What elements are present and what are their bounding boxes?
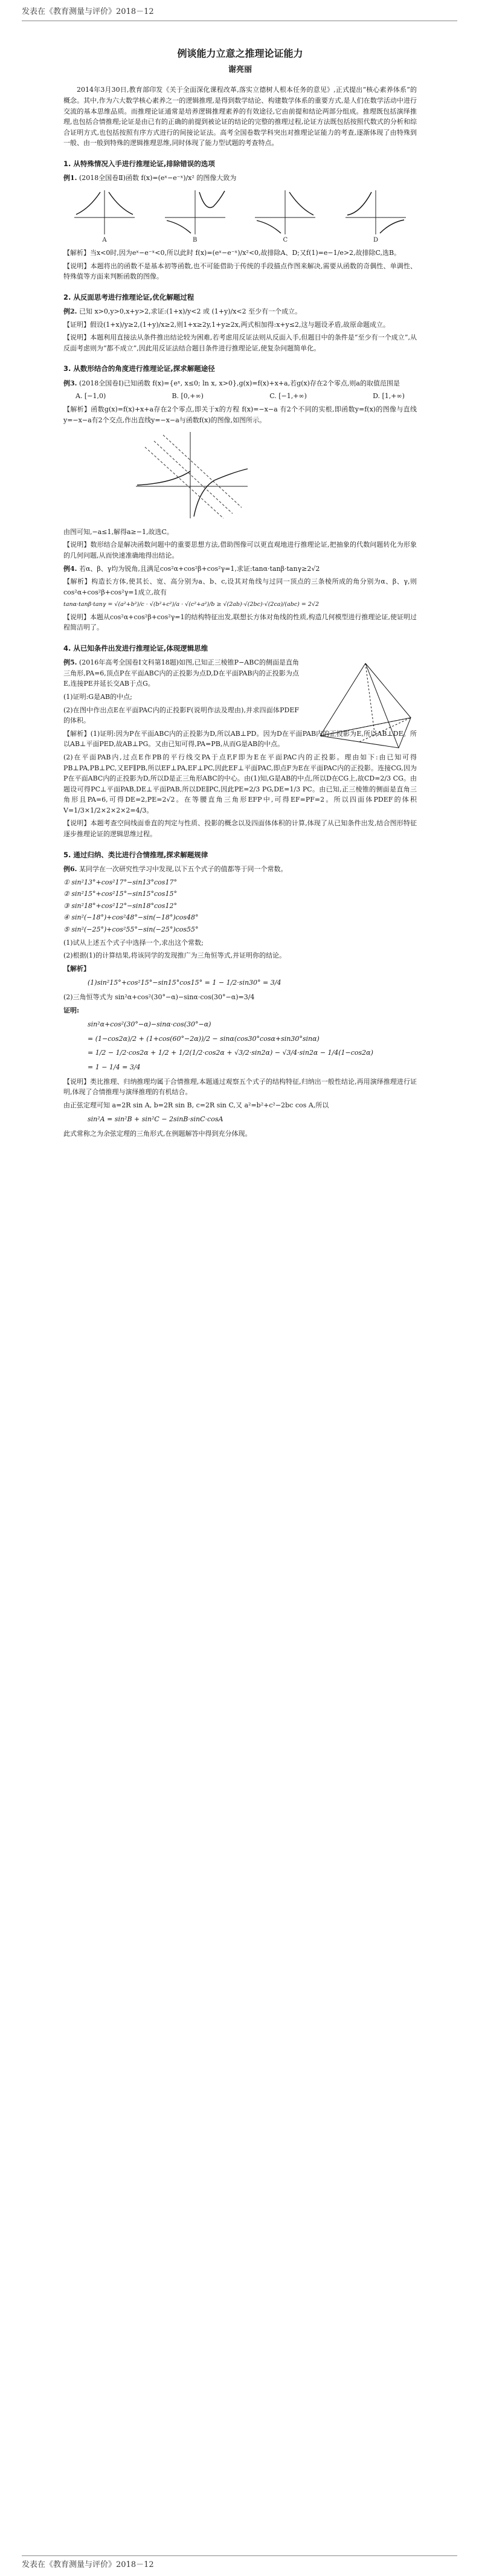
example-6-expression-5: ⑤ sin²(−25°)+cos²55°−sin(−25°)cos55° xyxy=(63,926,199,934)
example-3-solution-2: 由图可知,−a≤1,解得a≥−1,故选C。 xyxy=(63,527,173,536)
example-1-note: 【说明】本题将出的函数不是基本初等函数,也不可能借助于传统的手段描点作图来解决,需要从函数的奇偶性、单调性、特殊值等方面来判断函数的图像。 xyxy=(63,262,417,281)
example-5-solution-2: (2)在平面PAB内,过点E作PB的平行线交PA于点F,F即为E在平面PAC内的正投影。理由如下:由已知可得PB⊥PA,PB⊥PC,又EF∥PB,所以EF⊥PA,EF⊥PC,因此EF⊥平面PAC,即点F为E在平面PAC内的正投影。连接CG,因为P在平面ABC内的正投影为D,所以D是正三角形ABC的中心。由(1)知,G是AB的中点,所以D在CG上,故CD=2/3 CG。由题设可得PC⊥平面PAB,DE⊥平面PAB,所以DE∥PC,因此PE=2/3 PG,DE=1/3 PC。由已知,正三棱锥的侧面是直角三角形且PA=6,可得DE=2,PE=2√2。在等腰直角三角形EFP中,可得EF=PF=2。所以四面体PDEF的体积V=1/3×1/2×2×2×2=4/3。 xyxy=(63,753,417,814)
option-d-graph xyxy=(339,187,412,245)
example-3-label: 例3. xyxy=(63,379,77,387)
graph-b-svg xyxy=(162,187,228,236)
example-6-expression-1: ① sin²13°+cos²17°−sin13°cos17° xyxy=(63,878,177,886)
example-6-proof-eq-2: = (1−cos2α)/2 + (1+cos(60°−2α))/2 − sinα(cos30°cosα+sin30°sinα) xyxy=(88,1034,320,1043)
example-4-equation: tanα·tanβ·tanγ = √(a²+b²)/c · √(b²+c²)/a · √(c²+a²)/b ≥ √(2ab)·√(2bc)·√(2ca)/(abc) = 2√2 xyxy=(63,601,319,608)
example-3-graph-svg xyxy=(130,429,251,520)
example-3-note: 【说明】数形结合是解决函数问题中的重要思想方法,借助图像可以更直观地进行推理论证,把抽象的代数问题转化为形象的几何问题,从而快速准确地得出结论。 xyxy=(63,541,417,560)
example-6-text: 某同学在一次研究性学习中发现,以下五个式子的值都等于同一个常数。 xyxy=(79,865,288,874)
example-4 xyxy=(63,564,417,575)
example-6-proof-eq-3: = 1/2 − 1/2·cos2α + 1/2 + 1/2(1/2·cos2α + √3/2·sin2α) − √3/4·sin2α − 1/4(1−cos2α) xyxy=(88,1049,373,1057)
example-3-option-b: B. [0,+∞) xyxy=(172,392,204,401)
graph-c-svg xyxy=(252,187,318,236)
option-a-label: A xyxy=(102,236,107,243)
example-6-expression-4: ④ sin²(−18°)+cos²48°−sin(−18°)cos48° xyxy=(63,913,199,922)
section-3-title: 3. 从数形结合的角度进行推理论证,探求解题途径 xyxy=(63,364,215,373)
example-1-label: 例1. xyxy=(63,174,77,182)
example-2-solution: 【证明】假设(1+x)/y≥2,(1+y)/x≥2,则1+x≥2y,1+y≥2x,两式相加得:x+y≤2,这与题设矛盾,故原命题成立。 xyxy=(63,320,390,329)
section-2-title: 2. 从反面思考进行推理论证,优化解题过程 xyxy=(63,292,194,301)
intro-paragraph: 2014年3月30日,教育部印发《关于全面深化课程改革,落实立德树人根本任务的意见》,正式提出“核心素养体系”的概念。其中,作为六大数学核心素养之一的逻辑推理,是得到数学结论、构建数学体系的重要方式,是人们在数学活动中进行交流的基本思维品质。而推理论证通常是培养逻辑推理素养的有效途径,它由前提和结论两部分组成。推理既包括演绎推理,也包括合情推理;论证是由已有的正确的前提到被论证的结论的完整的推理过程,论证方法既包括按照代数式的分析和综合证明方式,也包括按照有序方式进行的间接论证法。高考全国卷数学科突出对推理论证能力的考查,逐渐体现了由特殊到一般、由一般到特殊的逻辑推理思维,同时体现了能力型试题的考查特点。 xyxy=(63,86,417,147)
example-5 xyxy=(63,657,299,689)
article-body xyxy=(63,31,417,1142)
example-6 xyxy=(63,864,417,875)
example-6-question-1: (1)试从上述五个式子中选择一个,求出这个常数; xyxy=(63,938,204,947)
example-3-options xyxy=(63,391,417,402)
option-c-label: C xyxy=(283,236,288,243)
example-6-solution-2: (2)三角恒等式为 sin²α+cos²(30°−α)−sinα·cos(30°−α)=3/4 xyxy=(63,993,255,1001)
example-6-note: 【说明】类比推理、归纳推理均属于合情推理,本题通过观察五个式子的结构特征,归纳出一般性结论,再用演绎推理进行证明,体现了合情推理与演绎推理的有机结合。 xyxy=(63,1077,417,1096)
example-1 xyxy=(63,173,417,184)
section-1-title: 1. 从特殊情况入手进行推理论证,排除错误的选项 xyxy=(63,159,215,168)
example-6-proof-head: 证明: xyxy=(63,1006,80,1014)
example-3-option-a: A. [−1,0) xyxy=(76,392,106,401)
example-1-text: (2018全国卷Ⅱ)函数 f(x)=(eˣ−e⁻ˣ)/x² 的图像大致为 xyxy=(79,174,237,182)
example-1-options-figure xyxy=(63,187,417,245)
example-5-solution-1: 【解析】(1)证明:因为P在平面ABC内的正投影为D,所以AB⊥PD。因为D在平面PAB内的正投影为E,所以AB⊥DE。所以AB⊥平面PED,故AB⊥PG。又由已知可得,PA=PB,从而G是AB的中点。 xyxy=(63,729,417,749)
example-4-text: 若α、β、γ均为锐角,且满足cos²α+cos²β+cos²γ=1,求证:tanα·tanβ·tanγ≥2√2 xyxy=(79,564,320,573)
option-b-graph xyxy=(159,187,231,245)
example-6-solution-head: 【解析】 xyxy=(63,964,90,973)
example-3 xyxy=(63,378,417,389)
example-6-expression-2: ② sin²15°+cos²15°−sin15°cos15° xyxy=(63,890,177,898)
example-5-question-1: (1)证明:G是AB的中点; xyxy=(63,692,132,701)
article-title: 例谈能力立意之推理论证能力 xyxy=(177,48,303,59)
example-3-solution: 【解析】函数g(x)=f(x)+x+a存在2个零点,即关于x的方程 f(x)=−x−a 有2个不同的实根,即函数y=f(x)的图像与直线y=−x−a有2个交点,作出直线y=−x−a与函数f(x)的图像,如图所示。 xyxy=(63,405,417,424)
example-2-note: 【说明】本题利用直接法从条件推出结论较为困难,若考虑用反证法则从反面入手,但题目中的条件是“至少有一个成立”,从反面考虑则为“都不成立”,因此用反证法结合题目条件进行推理论证,使复杂问题简单化。 xyxy=(63,333,417,352)
example-4-label: 例4. xyxy=(63,564,77,573)
example-4-solution: 【解析】构造长方体,使其长、宽、高分别为a、b、c,设其对角线与过同一顶点的三条棱所成的角分别为α、β、γ,则cos²α+cos²β+cos²γ=1成立,故有 xyxy=(63,578,417,596)
option-d-label: D xyxy=(373,236,378,243)
ending-paragraph-1: 由正弦定理可知 a=2R sin A, b=2R sin B, c=2R sin C,又 a²=b²+c²−2bc cos A,所以 xyxy=(63,1101,329,1109)
example-1-solution: 【解析】当x<0时,因为eˣ−e⁻ˣ<0,所以此时 f(x)=(eˣ−e⁻ˣ)/x²<0,故排除A、D;又f(1)=e−1/e>2,故排除C,选B。 xyxy=(63,248,401,257)
section-4-title: 4. 从已知条件出发进行推理论证,体现逻辑思维 xyxy=(63,643,208,652)
example-3-option-c: C. [−1,+∞) xyxy=(269,392,307,401)
example-5-note: 【说明】本题考查空间线面垂直的判定与性质、投影的概念以及四面体体积的计算,体现了从已知条件出发,结合图形特征逐步推理论证的逻辑思维过程。 xyxy=(63,819,417,839)
option-b-label: B xyxy=(192,236,198,243)
article-author: 谢亮丽 xyxy=(228,65,252,74)
example-3-option-d: D. [1,+∞) xyxy=(373,392,405,401)
graph-a-svg xyxy=(71,187,138,236)
running-footer: 发表在《教育测量与评价》2018－12 xyxy=(22,2560,154,2569)
section-5-title: 5. 通过归纳、类比进行合情推理,探求解题规律 xyxy=(63,850,208,859)
example-3-text: (2018全国卷Ⅰ)已知函数 f(x)={eˣ, x≤0; ln x, x>0},g(x)=f(x)+x+a,若g(x)存在2个零点,则a的取值范围是 xyxy=(79,379,400,387)
example-5-block xyxy=(63,657,417,726)
example-6-question-2: (2)根据(1)的计算结果,将该同学的发现推广为三角恒等式,并证明你的结论。 xyxy=(63,952,286,960)
option-c-graph xyxy=(249,187,321,245)
example-3-figure xyxy=(130,429,417,523)
example-6-proof-eq-1: sin²α+cos²(30°−α)−sinα·cos(30°−α) xyxy=(88,1020,211,1029)
pyramid-figure xyxy=(308,657,417,760)
footer-rule xyxy=(22,2555,457,2556)
example-6-expression-3: ③ sin²18°+cos²12°−sin18°cos12° xyxy=(63,901,177,910)
example-5-label: 例5. xyxy=(63,658,77,667)
example-2-text: 已知 x>0,y>0,x+y>2,求证:(1+x)/y<2 或 (1+y)/x<2 至少有一个成立。 xyxy=(79,308,302,316)
example-6-solution-eq-1: (1)sin²15°+cos²15°−sin15°cos15° = 1 − 1/2·sin30° = 3/4 xyxy=(88,979,281,987)
option-a-graph xyxy=(68,187,141,245)
ending-equation: sin²A = sin²B + sin²C − 2sinB·sinC·cosA xyxy=(88,1115,223,1124)
example-2 xyxy=(63,306,417,317)
graph-d-svg xyxy=(342,187,409,236)
ending-paragraph-2: 此式常称之为余弦定理的三角形式,在例题解答中得到充分体现。 xyxy=(63,1129,252,1138)
example-4-note: 【说明】本题从cos²α+cos²β+cos²γ=1的结构特征出发,联想长方体对角线的性质,构造几何模型进行推理论证,使证明过程简洁明了。 xyxy=(63,613,417,632)
example-5-text: (2016年高考全国卷Ⅰ文科第18题)如图,已知正三棱锥P−ABC的侧面是直角三角形,PA=6,顶点P在平面ABC内的正投影为点D,D在平面PAB内的正投影为点E,连接PE并延长交AB于点G。 xyxy=(63,658,300,688)
example-5-question-2: (2)在图中作出点E在平面PAC内的正投影F(说明作法及理由),并求四面体PDEF的体积。 xyxy=(63,706,299,725)
example-6-proof-eq-4: = 1 − 1/4 = 3/4 xyxy=(88,1063,141,1071)
example-6-label: 例6. xyxy=(63,865,77,874)
example-5-text-column xyxy=(63,657,299,726)
example-2-label: 例2. xyxy=(63,308,77,316)
running-header: 发表在《教育测量与评价》2018－12 xyxy=(22,7,154,16)
